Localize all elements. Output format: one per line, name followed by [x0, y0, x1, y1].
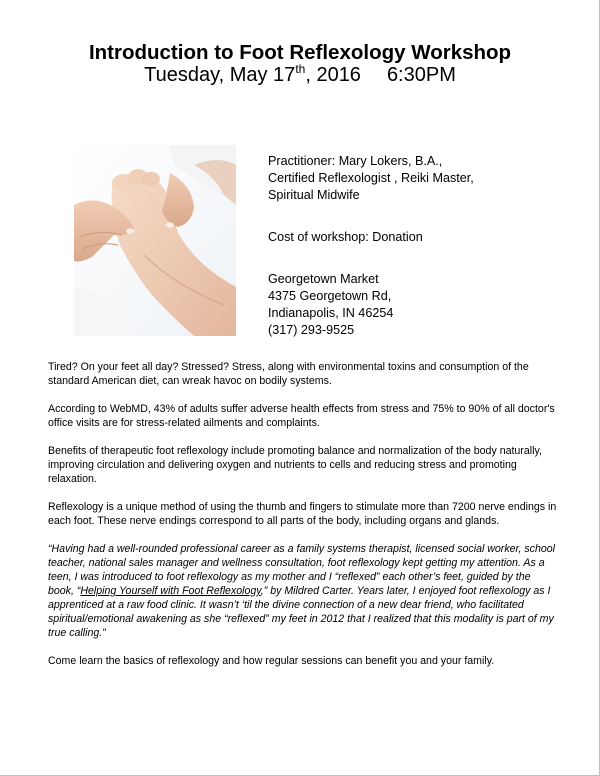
workshop-title: Introduction to Foot Reflexology Workshop — [88, 41, 512, 64]
practitioner-line-1: Practitioner: Mary Lokers, B.A., — [268, 154, 443, 168]
testimonial-quote — [48, 542, 558, 640]
paragraph-stress: Tired? On your feet all day? Stressed? Stress, along with environmental toxins and consumption of the standard American diet, can wreak havoc on bodily systems. — [48, 361, 529, 387]
date-text: Tuesday, May 17 — [144, 64, 296, 86]
cost-line: Cost of workshop: Donation — [268, 230, 423, 244]
event-info — [268, 153, 568, 339]
paragraph-method: Reflexology is a unique method of using the thumb and fingers to stimulate more than 7200 nerve endings in each foot. These nerve endings correspond to all parts of the body, including organs and glands. — [48, 501, 557, 527]
book-title: Helping Yourself with Foot Reflexology — [80, 585, 261, 597]
date-ordinal: th — [295, 62, 306, 76]
paragraph-closing: Come learn the basics of reflexology and how regular sessions can benefit you and your family. — [48, 655, 495, 667]
address-line-2: 4375 Georgetown Rd, — [268, 289, 392, 303]
address-block — [268, 271, 568, 339]
paragraph-webmd: According to WebMD, 43% of adults suffer adverse health effects from stress and 75% to 90% of all doctor's office visits are for stress-related ailments and complaints. — [48, 403, 555, 429]
paragraph-benefits: Benefits of therapeutic foot reflexology include promoting balance and normalization of the body naturally, improving circulation and delivering oxygen and nutrients to cells and reducing stress and promoting relaxation. — [48, 445, 542, 485]
date-year: , 2016 — [305, 64, 361, 86]
body-text — [48, 360, 558, 682]
quote-part-2: ,” by Mildred Carter. Years later, I enjoyed foot reflexology as I apprenticed at a raw food clinic. It wasn’t ‘til the divine connection of a new dear friend, who facilitated spiritual/emotional awakening as she “reflexed” my feet in 2012 that I realized that this modality is part of my true calling.” — [48, 585, 554, 639]
practitioner-line-3: Spiritual Midwife — [268, 188, 360, 202]
time-text: 6:30PM — [386, 64, 456, 86]
workshop-date-time — [0, 64, 600, 87]
foot-massage-photo — [74, 145, 236, 336]
quote-part-1: “Having had a well-rounded professional career as a family systems therapist, licensed social worker, school teacher, national sales manager and wellness consultation, foot reflexology kept getting my attention. As a teen, I was introduced to foot reflexology as my mother and I “reflexed” each other’s feet, guided by the book, “ — [48, 543, 555, 597]
address-line-3: Indianapolis, IN 46254 — [268, 306, 394, 320]
address-line-1: Georgetown Market — [268, 272, 379, 286]
practitioner-line-2: Certified Reflexologist , Reiki Master, — [268, 171, 474, 185]
practitioner-block — [268, 153, 568, 204]
phone-line: (317) 293-9525 — [268, 323, 355, 337]
